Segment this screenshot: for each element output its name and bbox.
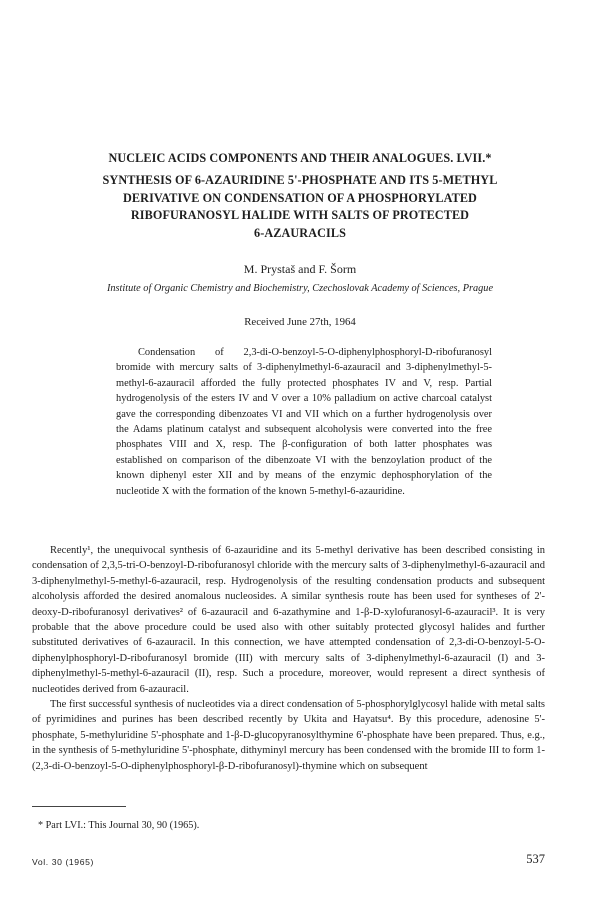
body-text (32, 543, 545, 774)
abstract (116, 345, 492, 499)
paper-title-line: 6-AZAURACILS (254, 225, 346, 240)
footnote: * Part LVI.: This Journal 30, 90 (1965). (38, 820, 200, 831)
series-title: NUCLEIC ACIDS COMPONENTS AND THEIR ANALOGUES. LVII.* (108, 151, 492, 165)
page-number: 537 (526, 852, 545, 866)
paper-title (50, 172, 550, 242)
paper-title-line: DERIVATIVE ON CONDENSATION OF A PHOSPHORYLATED (123, 190, 477, 205)
body-paragraph-1: Recently¹, the unequivocal synthesis of 6-azauridine and its 5-methyl derivative has been described consisting in condensation of 2,3,5-tri-O-benzoyl-D-ribofuranosyl chloride with the mercury salts of 3-diphenylmethyl-6-azauracil and 3-diphenylmethyl-5-methyl-6-azauracil, resp. Hydrogenolysis of the resulting condensation products and subsequent alcoholysis afforded the desired anomalous nucleosides. A similar synthesis route has been used for syntheses of 2'-deoxy-D-ribofuranosyl derivatives² of 6-azauracil and 6-azathymine and 1-β-D-xylofuranosyl-6-azauracil³. It is very probable that the above procedure could be used also with other suitably protected glycosyl halides and further substituted derivatives of 6-azauracil. In this connection, we have attempted condensation of 2,3-di-O-benzoyl-5-O-diphenylphosphoryl-D-ribofuranosyl bromide (III) with mercury salts of 3-diphenylmethyl-6-azauracil (I) and 3-diphenylmethyl-5-methyl-6-azauracil (II), resp. Such a procedure, moreover, would represent a direct synthesis of nucleotides derived from 6-azauracil. (32, 545, 545, 695)
affiliation: Institute of Organic Chemistry and Biochemistry, Czechoslovak Academy of Sciences, Prague (106, 283, 494, 294)
paper-title-line: RIBOFURANOSYL HALIDE WITH SALTS OF PROTECTED (130, 208, 470, 222)
body-paragraph-2: The first successful synthesis of nucleotides via a direct condensation of 5-phosphorylglycosyl halide with metal salts of pyrimidines and purines has been described recently by Ukita and Hayatsu⁴. By this procedure, adenosine 5'-phosphate, 5-methyluridine 5'-phosphate and 1-β-D-glucopyranosylthymine 6'-phosphate have been prepared. Thus, e.g., in the synthesis of 5-methyluridine 5'-phosphate, dithyminyl mercury has been condensed with the bromide III to form 1-(2,3-di-O-benzoyl-5-O-diphenylphosphoryl-β-D-ribofuranosyl)-thymine which on subsequent (32, 699, 545, 772)
received-date: Received June 27th, 1964 (244, 316, 356, 328)
journal-volume: Vol. 30 (1965) (32, 857, 94, 867)
abstract-paragraph: Condensation of 2,3-di-O-benzoyl-5-O-diphenylphosphoryl-D-ribofuranosyl bromide with mercury salts of 3-diphenylmethyl-6-azauracil and 3-diphenylmethyl-5-methyl-6-azauracil afforded the fully protected phosphates IV and V, resp. Partial hydrogenolysis of the esters IV and V over a 10% palladium on active charcoal catalyst gave the corresponding dibenzoates VI and VII which on a further hydrogenolysis over the Adams platinum catalyst and subsequent alcoholysis were converted into the free phosphates VIII and X, resp. The β-configuration of both latter phosphates was established on comparison of the dibenzoate VI with the benzoylation product of the known diphenyl ester XII and by means of the enzymic dephosphorylation of the nucleotide X with the formation of the known 5-methyl-6-azauridine. (116, 347, 492, 497)
footnote-divider (32, 806, 126, 807)
paper-title-line: SYNTHESIS OF 6-AZAURIDINE 5'-PHOSPHATE AND ITS 5-METHYL (102, 173, 498, 187)
authors: M. Prystaš and F. Šorm (243, 262, 357, 276)
